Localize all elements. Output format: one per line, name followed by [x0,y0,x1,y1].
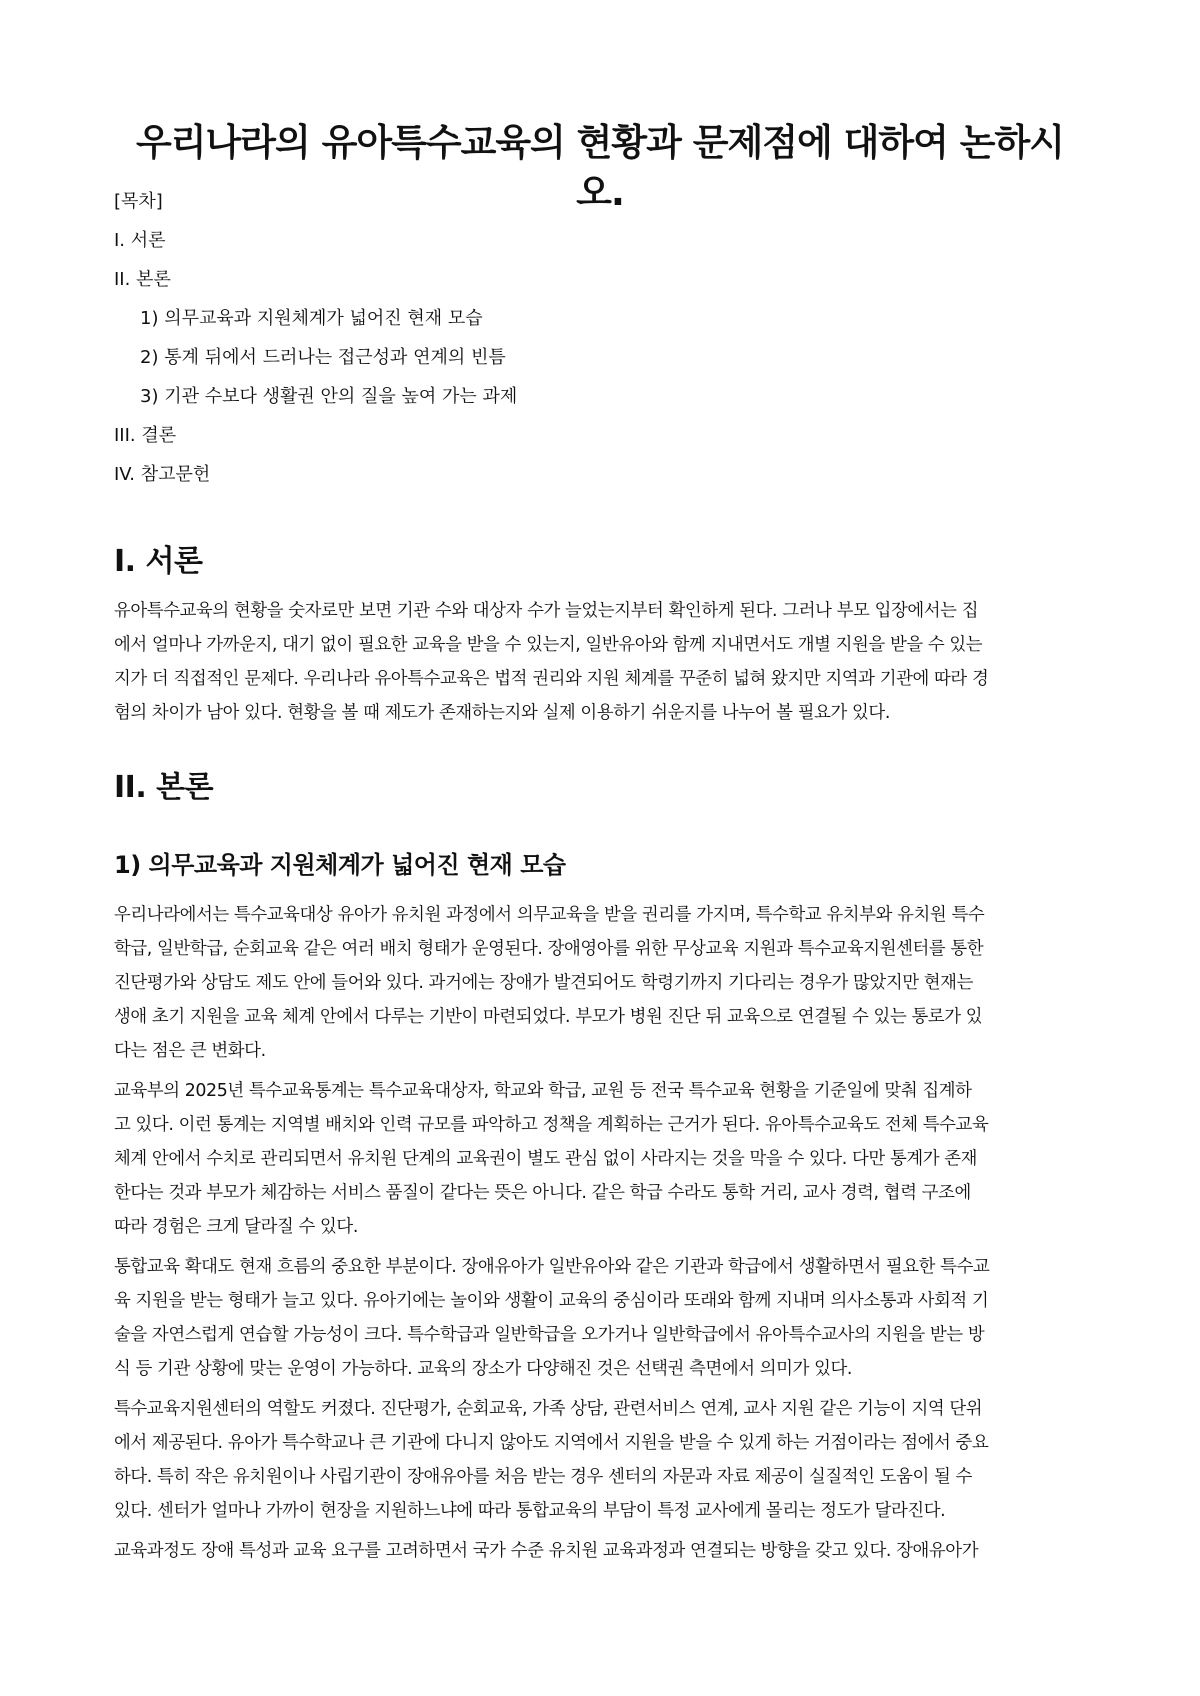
toc-heading: [목차] [114,191,163,212]
paragraph-line: 교육부의 2025년 특수교육통계는 특수교육대상자, 학교와 학급, 교원 등 전국 특수교육 현황을 기준일에 맞춰 집계하 [114,1081,972,1101]
paragraph-line: 에서 제공된다. 유아가 특수학교나 큰 기관에 다니지 않아도 지역에서 지원을 받을 수 있게 하는 거점이라는 점에서 중요 [114,1433,989,1453]
paragraph-line: 육 지원을 받는 형태가 늘고 있다. 유아기에는 놀이와 생활이 교육의 중심이라 또래와 함께 지내며 의사소통과 사회적 기 [114,1291,989,1311]
subsection-heading: 1) 의무교육과 지원체계가 넓어진 현재 모습 [114,851,566,879]
section-heading-body: II. 본론 [114,770,214,805]
paragraph-line: 특수교육지원센터의 역할도 커졌다. 진단평가, 순회교육, 가족 상담, 관련서비스 연계, 교사 지원 같은 기능이 지역 단위 [114,1399,983,1419]
toc-item: I. 서론 [114,230,166,251]
body-paragraph [114,1250,1086,1386]
paragraph-line: 생애 초기 지원을 교육 체계 안에서 다루는 기반이 마련되었다. 부모가 병원 진단 뒤 교육으로 연결될 수 있는 통로가 있 [114,1007,983,1027]
paragraph-line: 고 있다. 이런 통계는 지역별 배치와 인력 규모를 파악하고 정책을 계획하는 근거가 된다. 유아특수교육도 전체 특수교육 [114,1115,989,1135]
document-title: 우리나라의 유아특수교육의 현황과 문제점에 대하여 논하시오. [136,121,1064,214]
paragraph-line: 에서 얼마나 가까운지, 대기 없이 필요한 교육을 받을 수 있는지, 일반유아와 함께 지내면서도 개별 지원을 받을 수 있는 [114,635,983,655]
table-of-contents [114,190,1086,502]
paragraph-line: 따라 경험은 크게 달라질 수 있다. [114,1217,358,1237]
paragraph-line: 진단평가와 상담도 제도 안에 들어와 있다. 과거에는 장애가 발견되어도 학령기까지 기다리는 경우가 많았지만 현재는 [114,973,973,993]
paragraph-line: 술을 자연스럽게 연습할 가능성이 크다. 특수학급과 일반학급을 오가거나 일반학급에서 유아특수교사의 지원을 받는 방 [114,1325,985,1345]
paragraph-line: 하다. 특히 작은 유치원이나 사립기관이 장애유아를 처음 받는 경우 센터의 자문과 자료 제공이 실질적인 도움이 될 수 [114,1467,972,1487]
toc-item: III. 결론 [114,425,177,446]
toc-subitem: 2) 통계 뒤에서 드러나는 접근성과 연계의 빈틈 [140,347,506,368]
body-paragraph [114,898,1086,1068]
section-heading-intro: I. 서론 [114,544,203,579]
paragraph-line: 다는 점은 큰 변화다. [114,1041,266,1061]
paragraph-line: 있다. 센터가 얼마나 가까이 현장을 지원하느냐에 따라 통합교육의 부담이 특정 교사에게 몰리는 정도가 달라진다. [114,1501,946,1521]
paragraph-line: 유아특수교육의 현황을 숫자로만 보면 기관 수와 대상자 수가 늘었는지부터 확인하게 된다. 그러나 부모 입장에서는 집 [114,601,979,621]
paragraph-line: 식 등 기관 상황에 맞는 운영이 가능하다. 교육의 장소가 다양해진 것은 선택권 측면에서 의미가 있다. [114,1359,853,1379]
paragraph-line: 학급, 일반학급, 순회교육 같은 여러 배치 형태가 운영된다. 장애영아를 위한 무상교육 지원과 특수교육지원센터를 통한 [114,939,984,959]
paragraph-line: 교육과정도 장애 특성과 교육 요구를 고려하면서 국가 수준 유치원 교육과정과 연결되는 방향을 갖고 있다. 장애유아가 [114,1541,979,1561]
body-paragraph [114,1392,1086,1528]
toc-subitem: 3) 기관 수보다 생활권 안의 질을 높여 가는 과제 [140,386,518,407]
body-paragraph [114,1074,1086,1244]
paragraph-line: 한다는 것과 부모가 체감하는 서비스 품질이 같다는 뜻은 아니다. 같은 학급 수라도 통학 거리, 교사 경력, 협력 구조에 [114,1183,971,1203]
toc-subitem: 1) 의무교육과 지원체계가 넓어진 현재 모습 [140,308,483,329]
paragraph-line: 지가 더 직접적인 문제다. 우리나라 유아특수교육은 법적 권리와 지원 체계를 꾸준히 넓혀 왔지만 지역과 기관에 따라 경 [114,669,989,689]
toc-item: IV. 참고문헌 [114,464,211,485]
paragraph-line: 통합교육 확대도 현재 흐름의 중요한 부분이다. 장애유아가 일반유아와 같은 기관과 학급에서 생활하면서 필요한 특수교 [114,1257,990,1277]
paragraph-line: 험의 차이가 남아 있다. 현황을 볼 때 제도가 존재하는지와 실제 이용하기 쉬운지를 나누어 볼 필요가 있다. [114,703,890,723]
paragraph-line: 우리나라에서는 특수교육대상 유아가 유치원 과정에서 의무교육을 받을 권리를 가지며, 특수학교 유치부와 유치원 특수 [114,905,985,925]
paragraph-line: 체계 안에서 수치로 관리되면서 유치원 단계의 교육권이 별도 관심 없이 사라지는 것을 막을 수 있다. 다만 통계가 존재 [114,1149,978,1169]
toc-item: II. 본론 [114,269,171,290]
body-paragraph [114,1534,1086,1568]
intro-paragraph [114,594,1086,730]
